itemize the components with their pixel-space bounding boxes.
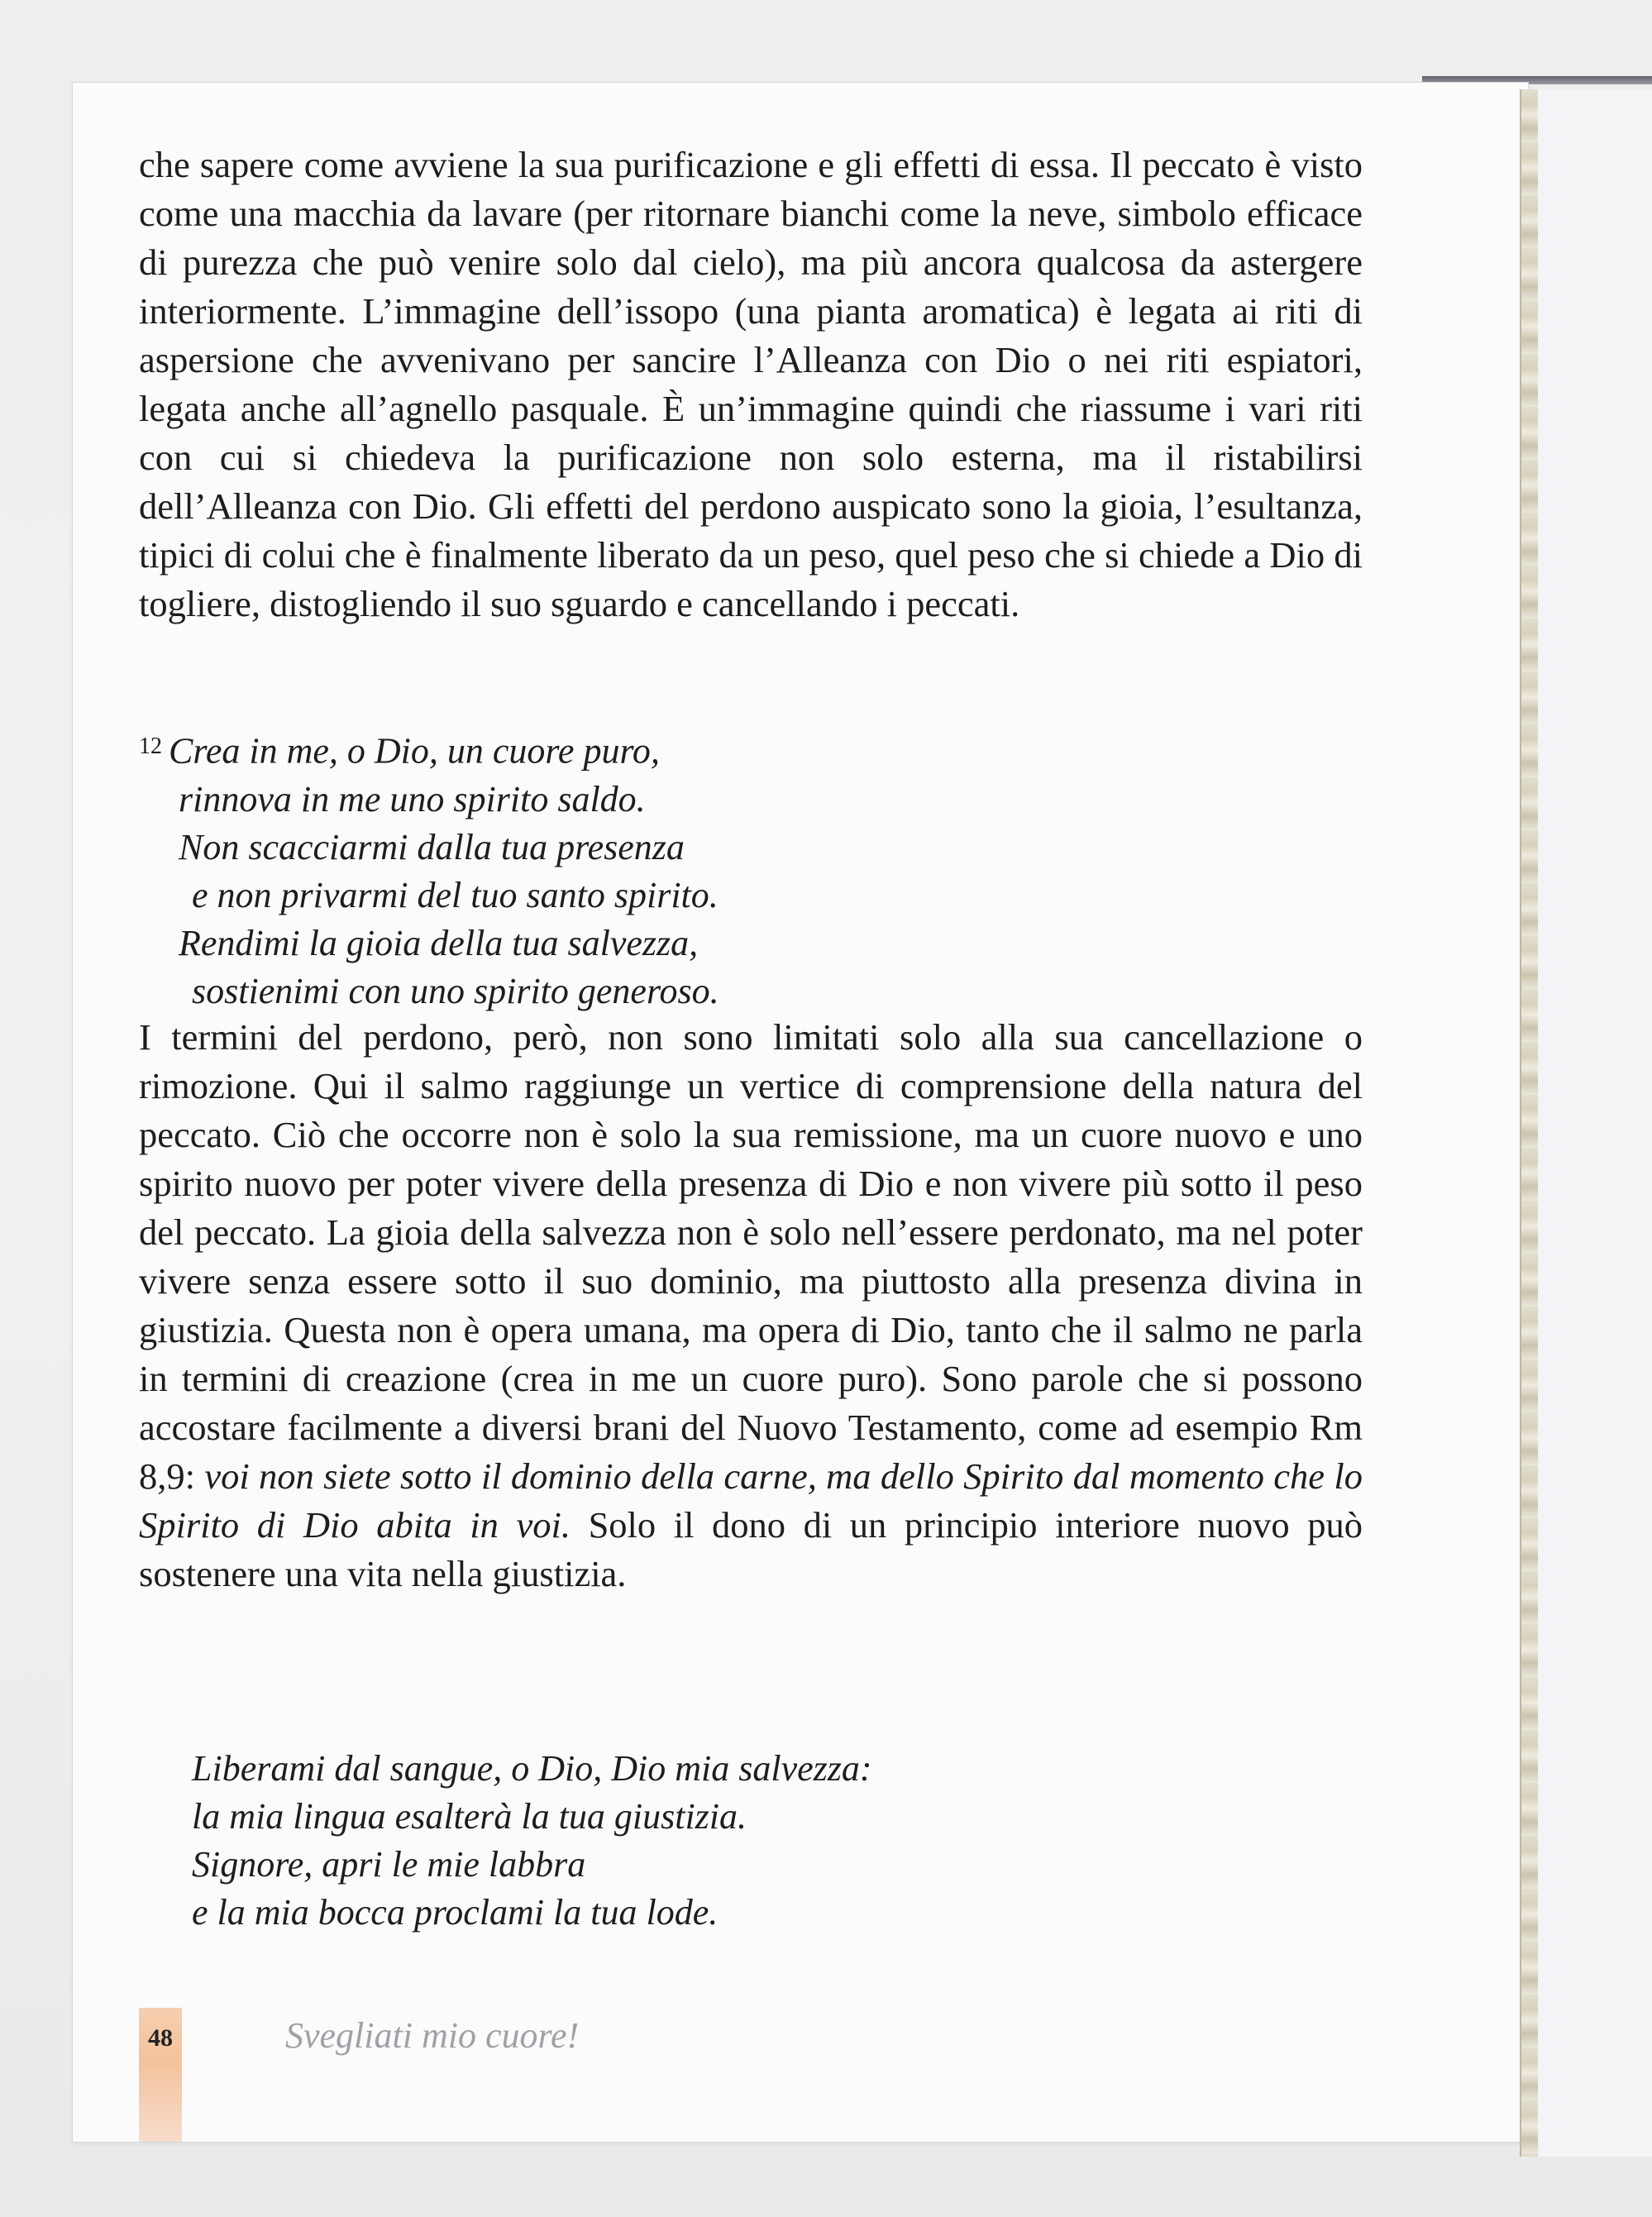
page-gutter <box>1536 89 1652 2157</box>
page-number: 48 <box>148 2024 173 2052</box>
paragraph-2-ending: Solo il dono di un principio interiore nuovo può sostenere una vita nella giustizia. <box>139 1504 1363 1594</box>
paragraph-2-text: I termini del perdono, però, non sono limitati solo alla sua cancellazione o rimozione. Qui il salmo raggiunge un vertice di comprensione della natura del peccato. Ciò che occorre non è solo la sua remissione, ma un cuore nuovo e uno spirito nuovo per poter vivere della presenza di Dio e non vivere più sotto il peso del peccato. La gioia della salvezza non è solo nell’essere perdonato, ma nel poter vivere senza essere sotto il suo dominio, ma piuttosto alla presenza divina in giustizia. Questa non è opera umana, ma opera di Dio, tanto che il salmo ne parla in termini di creazione (crea in me un cuore puro). Sono parole che si possono accostare facilmente a diversi brani del Nuovo Testamento, come ad esempio Rm 8,9: <box>139 1016 1363 1497</box>
verse-line: Non scacciarmi dalla tua presenza <box>179 826 685 867</box>
body-paragraph-2 <box>139 1013 1363 1598</box>
running-title: Svegliati mio cuore! <box>285 2015 580 2056</box>
psalm-verse-block-1 <box>139 719 1214 1015</box>
verse-line: Signore, apri le mie labbra <box>192 1844 586 1885</box>
body-paragraph-1: che sapere come avviene la sua purificazione e gli effetti di essa. Il peccato è visto come una macchia da lavare (per ritornare bianchi come la neve, simbolo efficace di purezza che può venire solo dal cielo), ma più ancora qualcosa da astergere interiormente. L’immagine dell’issopo (una pianta aromatica) è legata ai riti di aspersione che avvenivano per sancire l’Alleanza con Dio o nei riti espiatori, legata anche all’agnello pasquale. È un’immagine quindi che riassume i vari riti con cui si chiedeva la purificazione non solo esterna, ma il ristabilirsi dell’Alleanza con Dio. Gli effetti del perdono auspicato sono la gioia, l’esultanza, tipici di colui che è finalmente liberato da un peso, quel peso che si chiede a Dio di togliere, distogliendo il suo sguardo e cancellando i peccati. <box>139 144 1363 624</box>
scripture-quote: voi non siete sotto il dominio della carne, ma dello Spirito dal momento che lo Spirito di Dio abita in voi. <box>139 1455 1363 1546</box>
verse-number: 12 <box>139 733 162 759</box>
verse-line: $^{12}$ Crea in me, o Dio, un cuore puro, <box>139 730 660 772</box>
verse-line: e non privarmi del tuo santo spirito. <box>192 874 719 915</box>
verse-line: Rendimi la gioia della tua salvezza, <box>179 922 699 963</box>
verse-line: Liberami dal sangue, o Dio, Dio mia salvezza: <box>192 1748 872 1789</box>
verse-line: e la mia bocca proclami la tua lode. <box>192 1892 719 1933</box>
verse-line: sostienimi con uno spirito generoso. <box>192 970 719 1011</box>
verse-line: la mia lingua esalterà la tua giustizia. <box>192 1796 747 1837</box>
torn-binding-edge <box>1520 89 1538 2157</box>
verse-line: rinnova in me uno spirito saldo. <box>179 778 646 819</box>
psalm-verse-block-2 <box>139 1745 1214 1937</box>
